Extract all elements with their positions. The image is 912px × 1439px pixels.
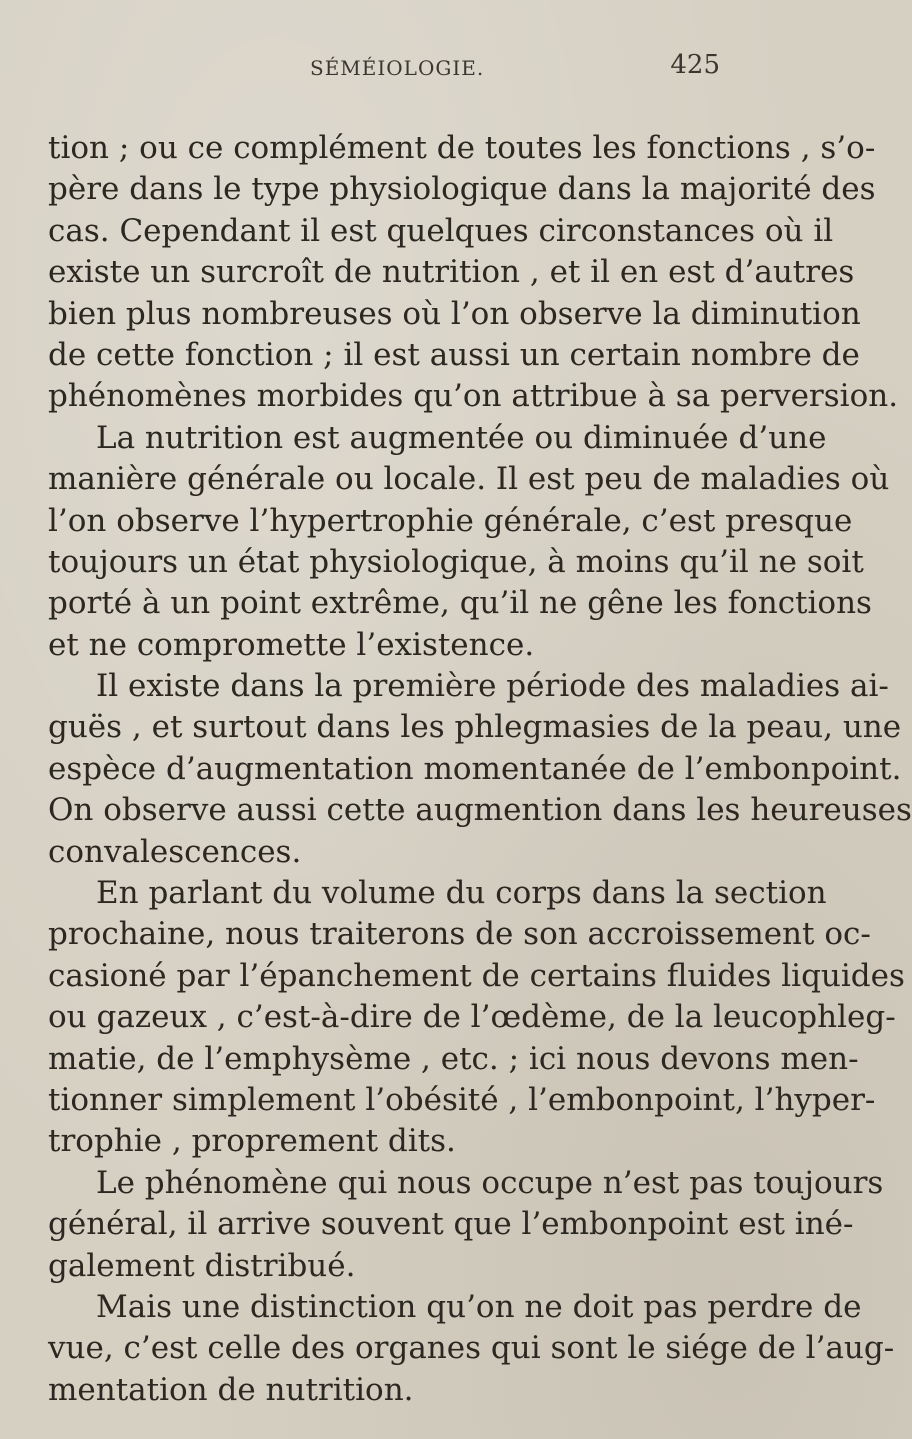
- text-line: manière générale ou locale. Il est peu de maladies où: [48, 461, 890, 498]
- page-number: 425: [670, 50, 720, 80]
- text-line: espèce d’augmentation momentanée de l’embonpoint.: [48, 750, 902, 787]
- text-line: trophie , proprement dits.: [48, 1123, 456, 1160]
- page-header: [48, 0, 760, 80]
- text-line: père dans le type physiologique dans la majorité des: [48, 171, 876, 208]
- text-line: casioné par l’épanchement de certains fluides liquides: [48, 957, 905, 994]
- text-line: prochaine, nous traiterons de son accroissement oc-: [48, 916, 871, 953]
- body-text: [48, 128, 912, 1411]
- text-line: et ne compromette l’existence.: [48, 626, 535, 663]
- running-title: SÉMÉIOLOGIE.: [310, 56, 485, 80]
- text-line: l’on observe l’hypertrophie générale, c’est presque: [48, 502, 853, 539]
- text-line: ou gazeux , c’est-à-dire de l’œdème, de la leucophleg-: [48, 999, 896, 1036]
- text-line: En parlant du volume du corps dans la section: [96, 875, 827, 912]
- text-line: tionner simplement l’obésité , l’embonpoint, l’hyper-: [48, 1081, 876, 1118]
- text-line: guës , et surtout dans les phlegmasies de la peau, une: [48, 709, 902, 746]
- text-line: porté à un point extrême, qu’il ne gêne les fonctions: [48, 585, 872, 622]
- text-line: galement distribué.: [48, 1247, 356, 1284]
- text-line: général, il arrive souvent que l’embonpoint est iné-: [48, 1206, 854, 1243]
- text-line: tion ; ou ce complément de toutes les fonctions , s’o-: [48, 130, 876, 166]
- text-line: toujours un état physiologique, à moins qu’il ne soit: [48, 543, 864, 580]
- text-line: Il existe dans la première période des maladies ai-: [96, 668, 889, 705]
- text-line: La nutrition est augmentée ou diminuée d’une: [96, 419, 827, 456]
- text-line: cas. Cependant il est quelques circonstances où il: [48, 212, 834, 249]
- text-line: matie, de l’emphysème , etc. ; ici nous devons men-: [48, 1040, 859, 1077]
- text-line: Le phénomène qui nous occupe n’est pas toujours: [96, 1164, 884, 1201]
- text-line: phénomènes morbides qu’on attribue à sa perversion.: [48, 378, 899, 415]
- text-line: On observe aussi cette augmention dans les heureuses: [48, 792, 912, 829]
- text-line: Mais une distinction qu’on ne doit pas perdre de: [96, 1288, 862, 1325]
- text-line: bien plus nombreuses où l’on observe la diminution: [48, 295, 861, 332]
- text-line: mentation de nutrition.: [48, 1371, 414, 1408]
- text-line: convalescences.: [48, 833, 302, 870]
- text-line: existe un surcroît de nutrition , et il en est d’autres: [48, 254, 855, 291]
- text-line: vue, c’est celle des organes qui sont le siége de l’aug-: [48, 1330, 895, 1367]
- text-line: de cette fonction ; il est aussi un certain nombre de: [48, 336, 860, 373]
